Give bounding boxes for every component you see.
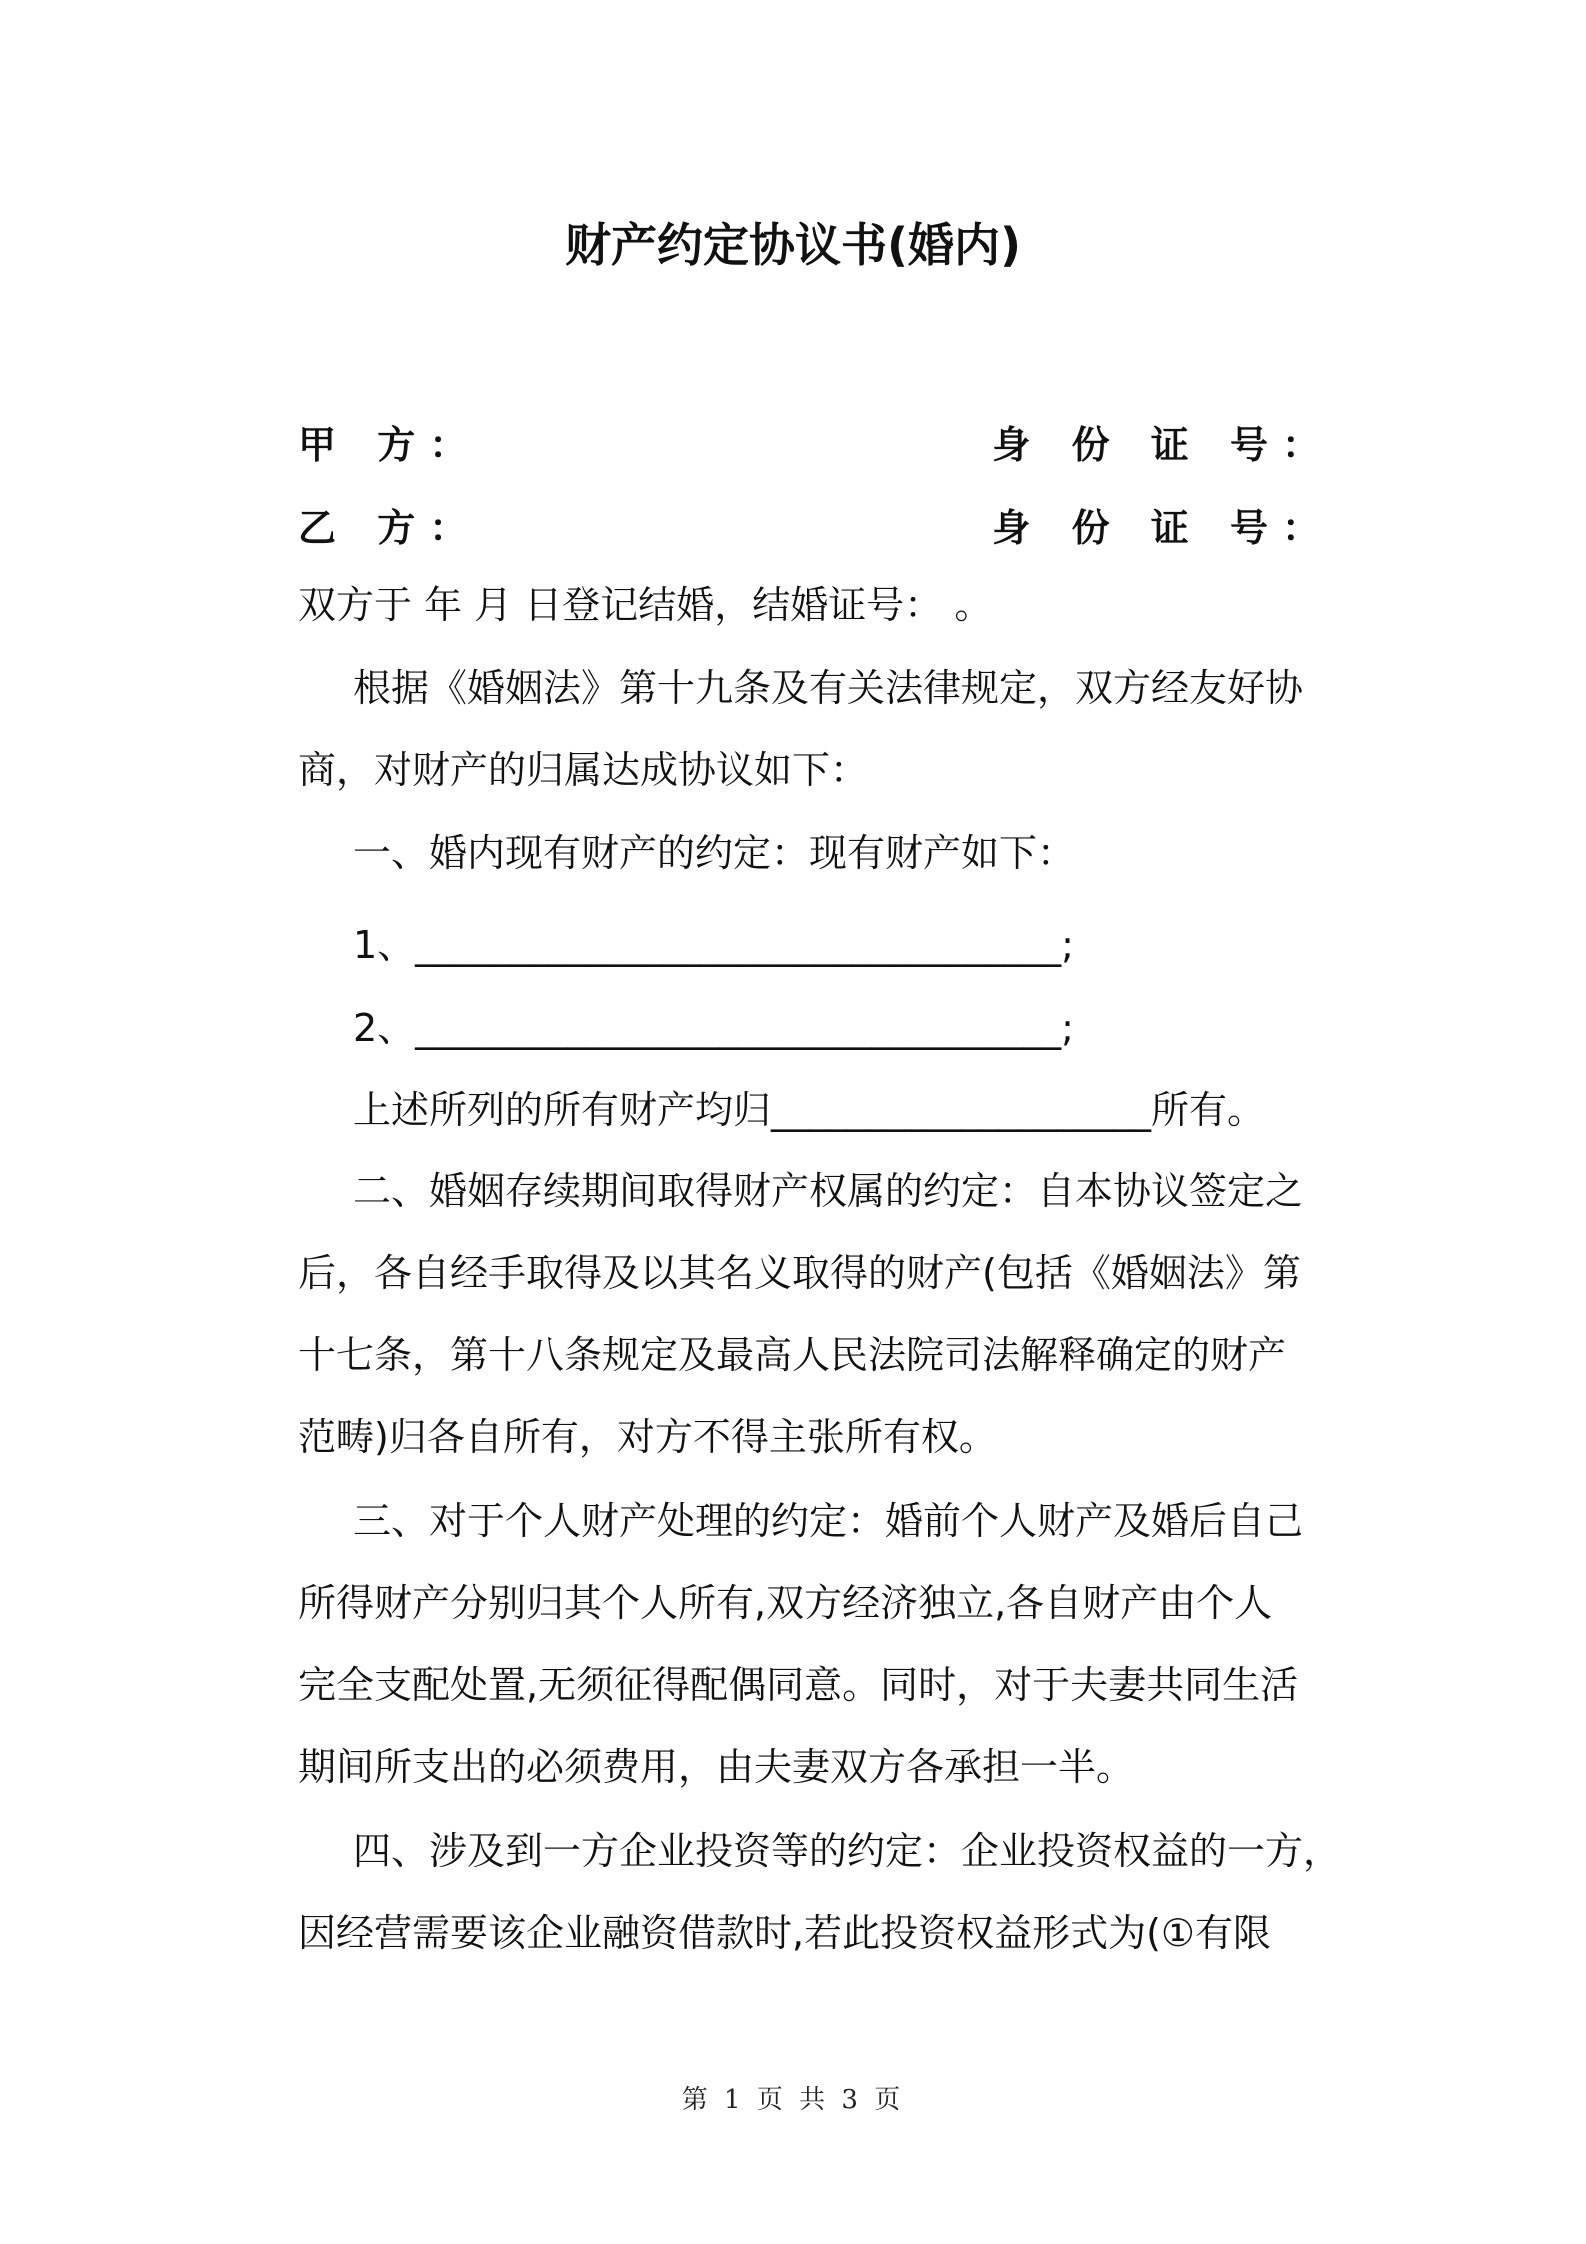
property-item-1: 1、__________________________________; [353, 923, 1074, 967]
intro-paragraph-line-1: 根据《婚姻法》第十九条及有关法律规定，双方经友好协 [353, 666, 1304, 710]
section-4-line-1: 四、涉及到一方企业投资等的约定：企业投资权益的一方， [353, 1829, 1342, 1873]
intro-paragraph-line-2: 商，对财产的归属达成协议如下： [298, 748, 869, 792]
section-2-line-2: 后，各自经手取得及以其名义取得的财产(包括《婚姻法》第 [298, 1251, 1301, 1295]
section-2-line-1: 二、婚姻存续期间取得财产权属的约定：自本协议签定之 [353, 1169, 1304, 1213]
party-a-id-label: 身 份 证 号： [992, 423, 1334, 467]
party-a-label: 甲 方： [298, 423, 482, 467]
page-indicator: 第 1 页 共 3 页 [681, 2085, 905, 2115]
section-3-line-3: 完全支配处置,无须征得配偶同意。同时，对于夫妻共同生活 [298, 1663, 1299, 1707]
section-3-line-2: 所得财产分别归其个人所有,双方经济独立,各自财产由个人 [298, 1581, 1273, 1625]
party-b-id-label: 身 份 证 号： [992, 506, 1334, 550]
document-title: 财产约定协议书(婚内) [564, 218, 1022, 272]
section-3-line-1: 三、对于个人财产处理的约定：婚前个人财产及婚后自己 [353, 1499, 1304, 1543]
party-b-label: 乙 方： [298, 506, 482, 550]
marriage-registration-line: 双方于 年 月 日登记结婚，结婚证号： 。 [298, 583, 993, 627]
section-2-line-4: 范畴)归各自所有，对方不得主张所有权。 [298, 1415, 997, 1459]
section-2-line-3: 十七条，第十八条规定及最高人民法院司法解释确定的财产 [298, 1333, 1287, 1377]
section-4-line-2: 因经营需要该企业融资借款时,若此投资权益形式为(①有限 [298, 1911, 1271, 1955]
property-item-2: 2、__________________________________; [353, 1006, 1074, 1050]
ownership-line: 上述所列的所有财产均归____________________所有。 [353, 1088, 1266, 1132]
section-1-heading: 一、婚内现有财产的约定：现有财产如下： [353, 831, 1076, 875]
section-3-line-4: 期间所支出的必须费用，由夫妻双方各承担一半。 [298, 1745, 1135, 1789]
